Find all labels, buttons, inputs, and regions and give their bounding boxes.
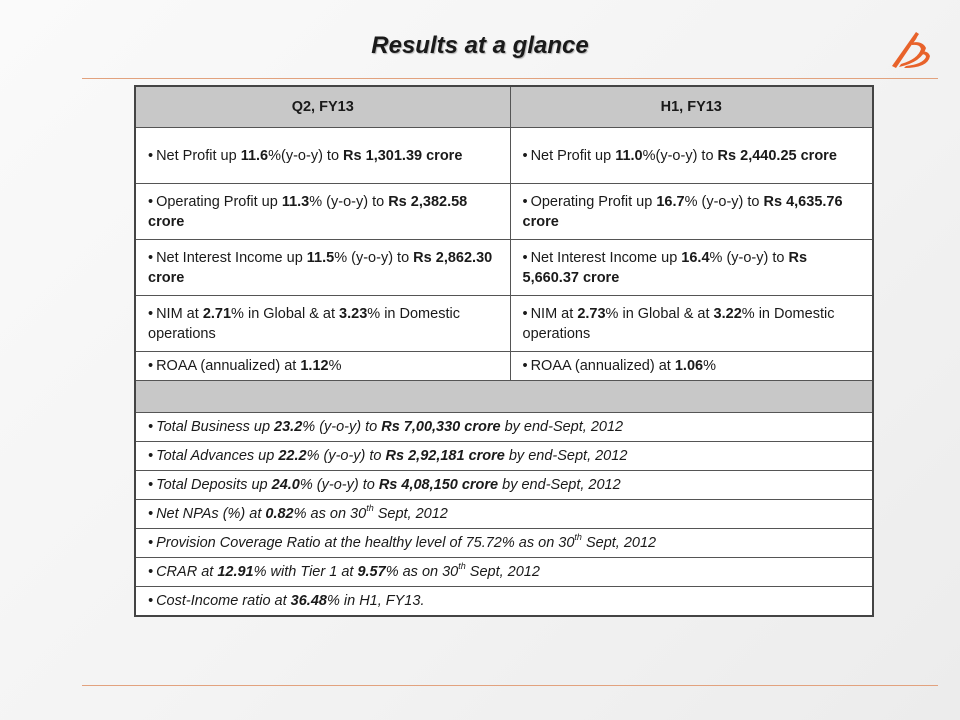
q2-net-profit: • Net Profit up 11.6%(y-o-y) to Rs 1,301.39 crore: [135, 128, 510, 184]
highlight-cost-income: • Cost-Income ratio at 36.48% in H1, FY13.: [135, 587, 873, 616]
bank-of-baroda-logo-icon: [886, 26, 934, 74]
row-roaa: [135, 352, 873, 381]
highlight-total-advances: • Total Advances up 22.2% (y-o-y) to Rs 2,92,181 crore by end-Sept, 2012: [135, 442, 873, 471]
row-provision-coverage: [135, 529, 873, 558]
h1-operating-profit: • Operating Profit up 16.7% (y-o-y) to Rs 4,635.76 crore: [510, 184, 873, 240]
bottom-divider: [82, 685, 938, 686]
q2-nii: • Net Interest Income up 11.5% (y-o-y) to Rs 2,862.30 crore: [135, 240, 510, 296]
header-row: [135, 86, 873, 128]
h1-net-profit: • Net Profit up 11.0%(y-o-y) to Rs 2,440.25 crore: [510, 128, 873, 184]
row-net-interest-income: [135, 240, 873, 296]
row-cost-income: [135, 587, 873, 616]
separator-row: [135, 381, 873, 413]
highlight-total-deposits: • Total Deposits up 24.0% (y-o-y) to Rs 4,08,150 crore by end-Sept, 2012: [135, 471, 873, 500]
results-table: [134, 85, 874, 617]
row-crar: [135, 558, 873, 587]
top-divider: [82, 78, 938, 79]
slide-title: Results at a glance: [371, 32, 589, 59]
row-nim: [135, 296, 873, 352]
highlight-crar: • CRAR at 12.91% with Tier 1 at 9.57% as on 30th Sept, 2012: [135, 558, 873, 587]
row-net-profit: [135, 128, 873, 184]
highlight-provision-coverage: • Provision Coverage Ratio at the healthy level of 75.72% as on 30th Sept, 2012: [135, 529, 873, 558]
h1-nim: • NIM at 2.73% in Global & at 3.22% in Domestic operations: [510, 296, 873, 352]
highlight-net-npas: • Net NPAs (%) at 0.82% as on 30th Sept, 2012: [135, 500, 873, 529]
row-operating-profit: [135, 184, 873, 240]
q2-nim: • NIM at 2.71% in Global & at 3.23% in Domestic operations: [135, 296, 510, 352]
row-total-deposits: [135, 471, 873, 500]
h1-roaa: • ROAA (annualized) at 1.06%: [510, 352, 873, 381]
header-q2: Q2, FY13: [135, 86, 510, 128]
row-total-business: [135, 413, 873, 442]
row-total-advances: [135, 442, 873, 471]
q2-operating-profit: • Operating Profit up 11.3% (y-o-y) to Rs 2,382.58 crore: [135, 184, 510, 240]
q2-roaa: • ROAA (annualized) at 1.12%: [135, 352, 510, 381]
row-net-npas: [135, 500, 873, 529]
header-h1: H1, FY13: [510, 86, 873, 128]
h1-nii: • Net Interest Income up 16.4% (y-o-y) to Rs 5,660.37 crore: [510, 240, 873, 296]
highlight-total-business: • Total Business up 23.2% (y-o-y) to Rs 7,00,330 crore by end-Sept, 2012: [135, 413, 873, 442]
